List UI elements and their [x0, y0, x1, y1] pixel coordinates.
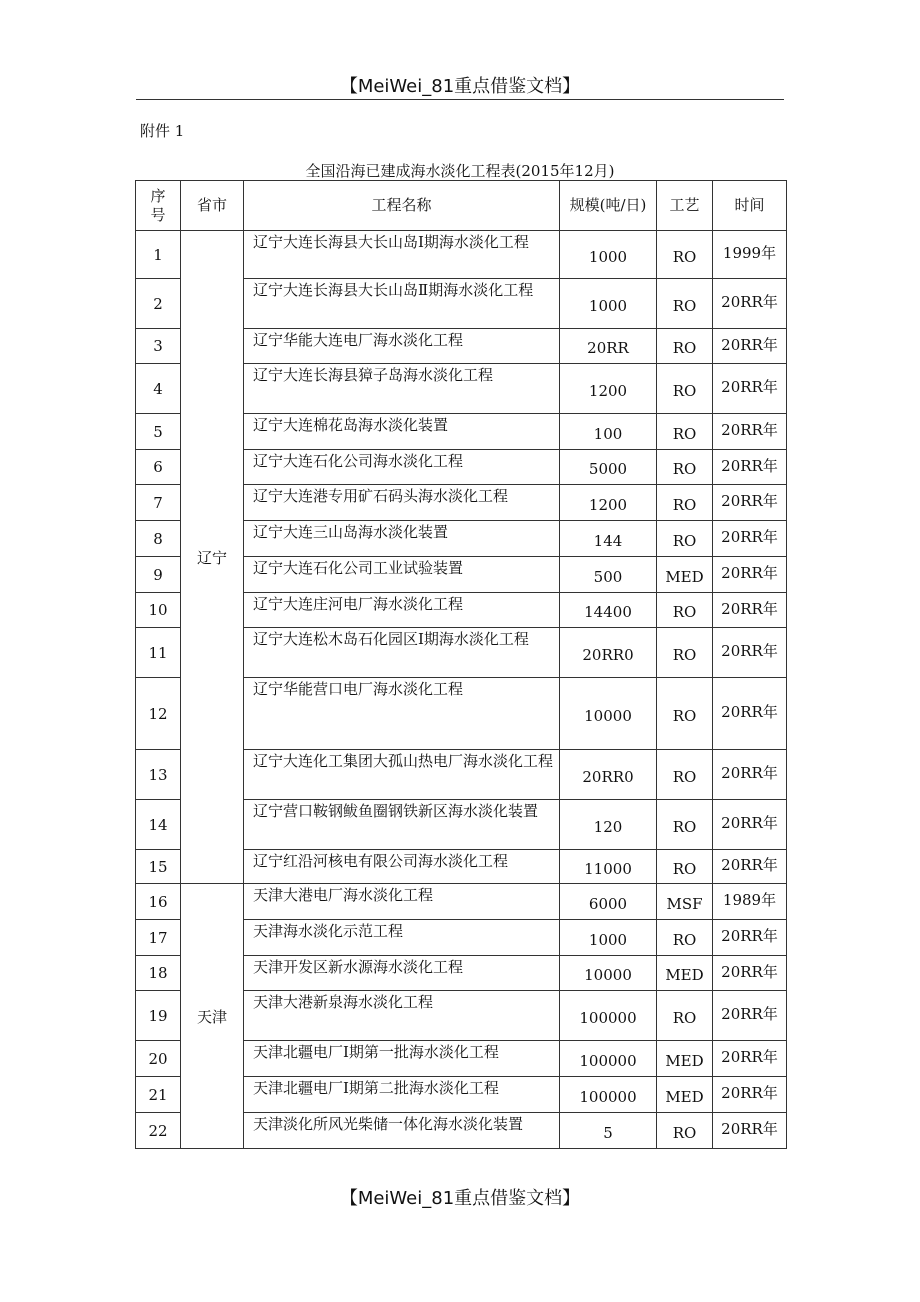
header-divider	[136, 99, 784, 100]
header-banner: 【MeiWei_81重点借鉴文档】	[339, 76, 581, 97]
project-time: 20RR年	[713, 557, 787, 593]
project-time: 20RR年	[713, 1113, 787, 1149]
row-number: 7	[136, 485, 181, 521]
col-header-seq: 序号	[136, 181, 181, 231]
project-scale: 120	[560, 800, 657, 850]
row-number: 1	[136, 231, 181, 279]
project-time: 1999年	[713, 231, 787, 279]
row-number: 2	[136, 279, 181, 329]
project-time: 20RR年	[713, 750, 787, 800]
project-time: 20RR年	[713, 279, 787, 329]
project-scale: 100000	[560, 1077, 657, 1113]
col-header-scale: 规模(吨/日)	[560, 181, 657, 231]
row-number: 11	[136, 628, 181, 678]
project-process: RO	[657, 279, 713, 329]
project-name: 辽宁大连港专用矿石码头海水淡化工程	[244, 485, 560, 521]
project-name: 天津北疆电厂Ⅰ期第一批海水淡化工程	[244, 1041, 560, 1077]
project-name: 天津北疆电厂Ⅰ期第二批海水淡化工程	[244, 1077, 560, 1113]
project-name: 辽宁华能大连电厂海水淡化工程	[244, 329, 560, 364]
row-number: 8	[136, 521, 181, 557]
project-process: RO	[657, 800, 713, 850]
project-scale: 11000	[560, 850, 657, 884]
project-scale: 1200	[560, 485, 657, 521]
table-title: 全国沿海已建成海水淡化工程表(2015年12月)	[305, 162, 615, 180]
project-process: RO	[657, 991, 713, 1041]
project-process: MED	[657, 956, 713, 991]
project-scale: 1000	[560, 279, 657, 329]
project-scale: 100	[560, 414, 657, 450]
project-scale: 5000	[560, 450, 657, 485]
project-process: RO	[657, 593, 713, 628]
table-row	[136, 884, 787, 920]
project-time: 20RR年	[713, 450, 787, 485]
row-number: 22	[136, 1113, 181, 1149]
project-scale: 20RR0	[560, 750, 657, 800]
row-number: 15	[136, 850, 181, 884]
project-name: 天津开发区新水源海水淡化工程	[244, 956, 560, 991]
row-number: 3	[136, 329, 181, 364]
project-time: 20RR年	[713, 329, 787, 364]
row-number: 20	[136, 1041, 181, 1077]
project-scale: 20RR0	[560, 628, 657, 678]
footer-banner: 【MeiWei_81重点借鉴文档】	[339, 1188, 581, 1209]
col-header-name: 工程名称	[244, 181, 560, 231]
project-process: RO	[657, 329, 713, 364]
row-number: 12	[136, 678, 181, 750]
province-cell-tianjin: 天津	[181, 884, 244, 1149]
project-time: 1989年	[713, 884, 787, 920]
project-time: 20RR年	[713, 678, 787, 750]
row-number: 21	[136, 1077, 181, 1113]
row-number: 4	[136, 364, 181, 414]
project-name: 辽宁大连三山岛海水淡化装置	[244, 521, 560, 557]
col-header-process: 工艺	[657, 181, 713, 231]
project-name: 辽宁大连松木岛石化园区Ⅰ期海水淡化工程	[244, 628, 560, 678]
project-scale: 1000	[560, 920, 657, 956]
row-number: 18	[136, 956, 181, 991]
row-number: 17	[136, 920, 181, 956]
project-name: 辽宁大连石化公司工业试验装置	[244, 557, 560, 593]
project-scale: 1200	[560, 364, 657, 414]
project-name: 辽宁大连长海县大长山岛Ⅰ期海水淡化工程	[244, 231, 560, 279]
table-row	[136, 231, 787, 279]
project-name: 辽宁营口鞍钢鲅鱼圈钢铁新区海水淡化装置	[244, 800, 560, 850]
project-time: 20RR年	[713, 800, 787, 850]
project-time: 20RR年	[713, 414, 787, 450]
project-process: RO	[657, 414, 713, 450]
project-scale: 20RR	[560, 329, 657, 364]
project-name: 天津淡化所风光柴储一体化海水淡化装置	[244, 1113, 560, 1149]
project-process: MED	[657, 557, 713, 593]
project-scale: 14400	[560, 593, 657, 628]
attachment-label: 附件 1	[140, 122, 185, 140]
province-cell-liaoning: 辽宁	[181, 231, 244, 884]
project-name: 辽宁大连化工集团大孤山热电厂海水淡化工程	[244, 750, 560, 800]
row-number: 14	[136, 800, 181, 850]
project-time: 20RR年	[713, 1077, 787, 1113]
project-name: 辽宁红沿河核电有限公司海水淡化工程	[244, 850, 560, 884]
row-number: 6	[136, 450, 181, 485]
project-process: RO	[657, 850, 713, 884]
project-process: RO	[657, 231, 713, 279]
project-name: 天津大港电厂海水淡化工程	[244, 884, 560, 920]
project-process: RO	[657, 364, 713, 414]
row-number: 13	[136, 750, 181, 800]
project-scale: 10000	[560, 678, 657, 750]
project-process: RO	[657, 521, 713, 557]
project-name: 辽宁华能营口电厂海水淡化工程	[244, 678, 560, 750]
row-number: 19	[136, 991, 181, 1041]
project-scale: 5	[560, 1113, 657, 1149]
project-time: 20RR年	[713, 1041, 787, 1077]
project-process: RO	[657, 628, 713, 678]
project-time: 20RR年	[713, 850, 787, 884]
table-header-row	[136, 181, 787, 231]
project-time: 20RR年	[713, 991, 787, 1041]
col-header-time: 时间	[713, 181, 787, 231]
row-number: 9	[136, 557, 181, 593]
project-name: 天津海水淡化示范工程	[244, 920, 560, 956]
project-name: 辽宁大连庄河电厂海水淡化工程	[244, 593, 560, 628]
project-scale: 10000	[560, 956, 657, 991]
project-name: 辽宁大连长海县獐子岛海水淡化工程	[244, 364, 560, 414]
project-scale: 144	[560, 521, 657, 557]
project-time: 20RR年	[713, 364, 787, 414]
project-process: MED	[657, 1077, 713, 1113]
project-time: 20RR年	[713, 593, 787, 628]
project-name: 天津大港新泉海水淡化工程	[244, 991, 560, 1041]
col-header-province: 省市	[181, 181, 244, 231]
project-process: RO	[657, 450, 713, 485]
project-process: RO	[657, 920, 713, 956]
project-process: RO	[657, 485, 713, 521]
project-scale: 6000	[560, 884, 657, 920]
row-number: 5	[136, 414, 181, 450]
project-name: 辽宁大连棉花岛海水淡化装置	[244, 414, 560, 450]
project-process: RO	[657, 678, 713, 750]
project-time: 20RR年	[713, 920, 787, 956]
project-name: 辽宁大连长海县大长山岛Ⅱ期海水淡化工程	[244, 279, 560, 329]
project-name: 辽宁大连石化公司海水淡化工程	[244, 450, 560, 485]
row-number: 16	[136, 884, 181, 920]
project-time: 20RR年	[713, 956, 787, 991]
project-scale: 500	[560, 557, 657, 593]
row-number: 10	[136, 593, 181, 628]
project-process: MED	[657, 1041, 713, 1077]
project-process: RO	[657, 750, 713, 800]
project-time: 20RR年	[713, 628, 787, 678]
project-scale: 1000	[560, 231, 657, 279]
project-process: MSF	[657, 884, 713, 920]
project-process: RO	[657, 1113, 713, 1149]
project-scale: 100000	[560, 1041, 657, 1077]
project-scale: 100000	[560, 991, 657, 1041]
project-time: 20RR年	[713, 485, 787, 521]
project-time: 20RR年	[713, 521, 787, 557]
desalination-table	[135, 180, 787, 1149]
